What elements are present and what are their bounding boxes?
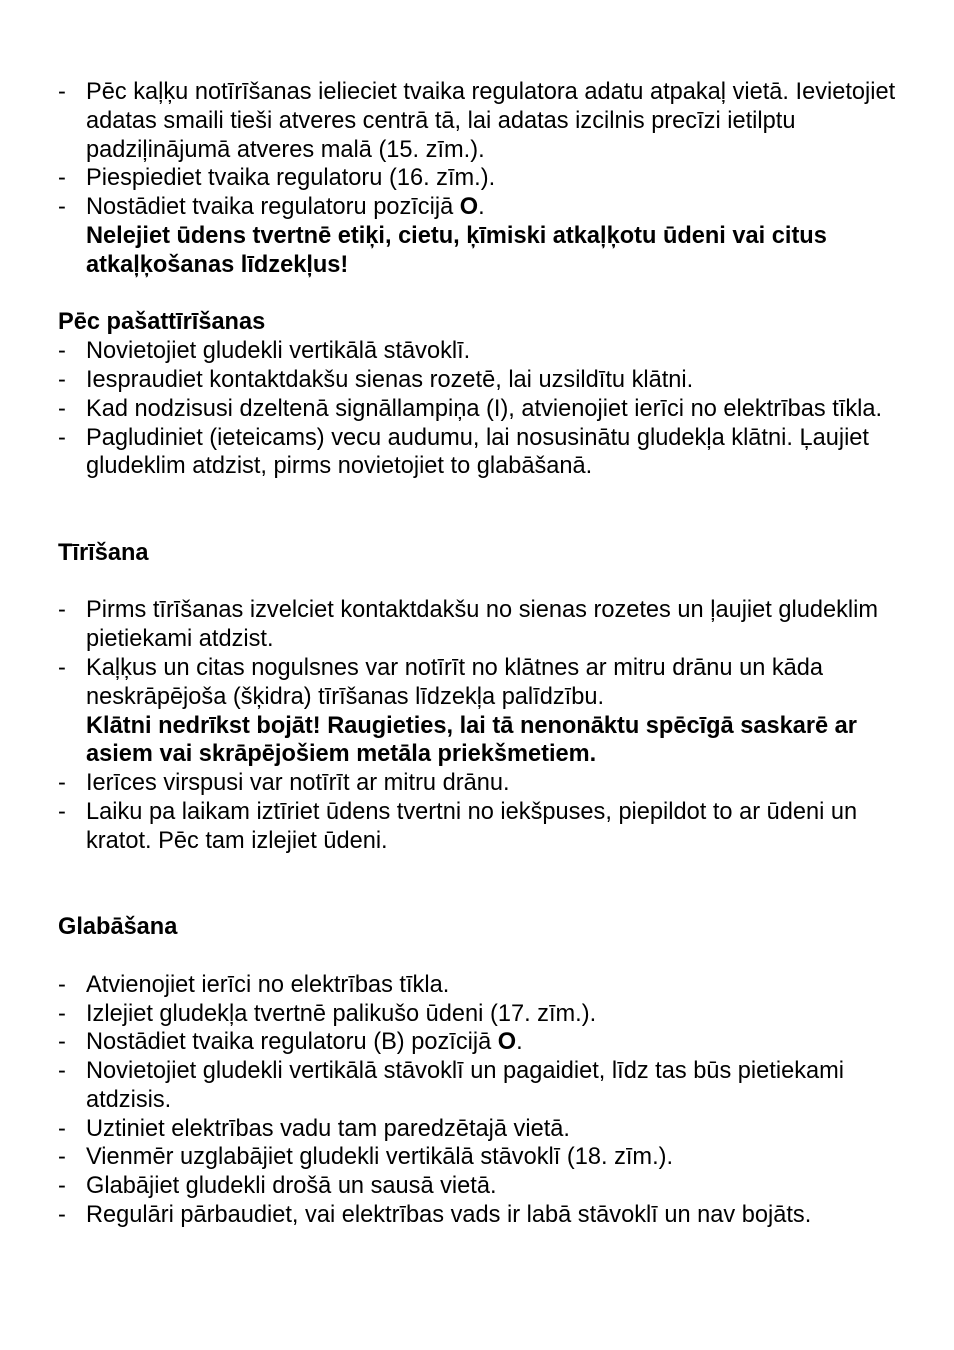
- intro-list: [58, 78, 918, 280]
- position-symbol: O: [459, 194, 479, 221]
- warning-text: Nelejiet ūdens tvertnē etiķi, cietu, ķīmiski atkaļķotu ūdeni vai citus atkaļķošanas līdzekļus!: [86, 222, 827, 278]
- section-heading-after-cleaning: Pēc pašattīrīšanas: [58, 309, 266, 336]
- list-item: [58, 1143, 918, 1172]
- list-item: [58, 164, 918, 193]
- list-item-text: Kad nodzisusi dzeltenā signāllampiņa (I), atvienojiet ierīci no elektrības tīkla.: [86, 395, 883, 422]
- bullet-dash: -: [58, 770, 66, 797]
- list-item-text: Uztiniet elektrības vadu tam paredzētajā vietā.: [86, 1115, 570, 1142]
- bullet-dash: -: [58, 79, 66, 105]
- bullet-dash: -: [58, 597, 66, 624]
- spacer: [58, 280, 918, 309]
- position-symbol: O: [497, 1029, 517, 1056]
- spacer: [58, 481, 918, 539]
- list-item-text: Kaļķus un citas nogulsnes var notīrīt no klātnes ar mitru drānu un kāda neskrāpējoša (šķidra) tīrīšanas līdzekļa palīdzību.: [86, 654, 824, 710]
- list-item-text: Ierīces virspusi var notīrīt ar mitru drānu.: [86, 770, 510, 797]
- list-item-text: Izlejiet gludekļa tvertnē palikušo ūdeni (17. zīm.).: [86, 1000, 597, 1027]
- list-item-text: Pagludiniet (ieteicams) vecu audumu, lai nosusinātu gludekļa klātni. Ļaujiet gludeklim atdzist, pirms novietojiet to glabāšanā.: [86, 424, 869, 480]
- after-cleaning-list: [58, 337, 918, 481]
- list-item: [58, 798, 918, 856]
- list-item: [58, 1000, 918, 1029]
- list-item: [58, 193, 918, 279]
- list-item: [58, 596, 918, 654]
- bullet-dash: -: [58, 1115, 66, 1142]
- list-item: [58, 971, 918, 1000]
- list-item: [58, 78, 918, 164]
- storage-list: [58, 971, 918, 1230]
- list-item-text: Laiku pa laikam iztīriet ūdens tvertni no iekšpuses, piepildot to ar ūdeni un kratot. Pēc tam izlejiet ūdeni.: [86, 798, 858, 854]
- list-item-text: Regulāri pārbaudiet, vai elektrības vads ir labā stāvoklī un nav bojāts.: [86, 1202, 812, 1229]
- bullet-dash: -: [58, 424, 66, 451]
- list-item-text: Novietojiet gludekli vertikālā stāvoklī un pagaidiet, līdz tas būs pietiekami atdzisis.: [86, 1058, 845, 1113]
- bullet-dash: -: [58, 1000, 66, 1027]
- bullet-dash: -: [58, 366, 66, 393]
- list-item-text: Pirms tīrīšanas izvelciet kontaktdakšu no sienas rozetes un ļaujiet gludeklim pietiekami atdzist.: [86, 597, 879, 653]
- bullet-dash: -: [58, 1173, 66, 1200]
- bullet-dash: -: [58, 194, 66, 221]
- list-item: [58, 395, 918, 424]
- list-item: [58, 1201, 918, 1230]
- spacer: [58, 568, 918, 597]
- bullet-dash: -: [58, 1058, 66, 1085]
- list-item: [58, 654, 918, 769]
- bullet-dash: -: [58, 654, 66, 681]
- bullet-dash: -: [58, 338, 66, 365]
- bullet-dash: -: [58, 798, 66, 825]
- spacer: [58, 942, 918, 971]
- spacer: [58, 856, 918, 914]
- document-page: [58, 78, 918, 1230]
- bullet-dash: -: [58, 1144, 66, 1171]
- bullet-dash: -: [58, 1202, 66, 1229]
- list-item: [58, 1172, 918, 1201]
- list-item: [58, 337, 918, 366]
- bullet-dash: -: [58, 971, 66, 998]
- section-heading-storage: Glabāšana: [58, 914, 178, 941]
- list-item-text: Pēc kaļķu notīrīšanas ielieciet tvaika regulatora adatu atpakaļ vietā. Ievietojiet adatas smaili tieši atveres centrā tā, lai adatas izcilnis precīzi ietilptu padziļinājumā atveres malā (15. zīm.).: [86, 79, 896, 163]
- list-item-text: Piespiediet tvaika regulatoru (16. zīm.).: [86, 165, 496, 192]
- list-item: [58, 1057, 918, 1115]
- list-item-text: Atvienojiet ierīci no elektrības tīkla.: [86, 971, 450, 998]
- list-item: [58, 1028, 918, 1057]
- list-item-text-end: .: [478, 194, 485, 221]
- cleaning-list: [58, 596, 918, 855]
- bullet-dash: -: [58, 1029, 66, 1056]
- list-item-text: Vienmēr uzglabājiet gludekli vertikālā stāvoklī (18. zīm.).: [86, 1144, 674, 1171]
- warning-text: Klātni nedrīkst bojāt! Raugieties, lai tā nenonāktu spēcīgā saskarē ar asiem vai skrāpējošiem metāla priekšmetiem.: [86, 712, 857, 768]
- list-item: [58, 366, 918, 395]
- bullet-dash: -: [58, 165, 66, 192]
- list-item: [58, 1115, 918, 1144]
- list-item-text: Nostādiet tvaika regulatoru (B) pozīcijā: [86, 1029, 498, 1056]
- list-item: [58, 769, 918, 798]
- list-item-text: Glabājiet gludekli drošā un sausā vietā.: [86, 1173, 497, 1200]
- list-item-text: Nostādiet tvaika regulatoru pozīcijā: [86, 194, 460, 221]
- list-item-text-end: .: [516, 1029, 523, 1056]
- list-item-text: Iespraudiet kontaktdakšu sienas rozetē, lai uzsildītu klātni.: [86, 366, 694, 393]
- section-heading-cleaning: Tīrīšana: [58, 539, 149, 566]
- list-item: [58, 424, 918, 482]
- bullet-dash: -: [58, 395, 66, 422]
- list-item-text: Novietojiet gludekli vertikālā stāvoklī.: [86, 338, 471, 365]
